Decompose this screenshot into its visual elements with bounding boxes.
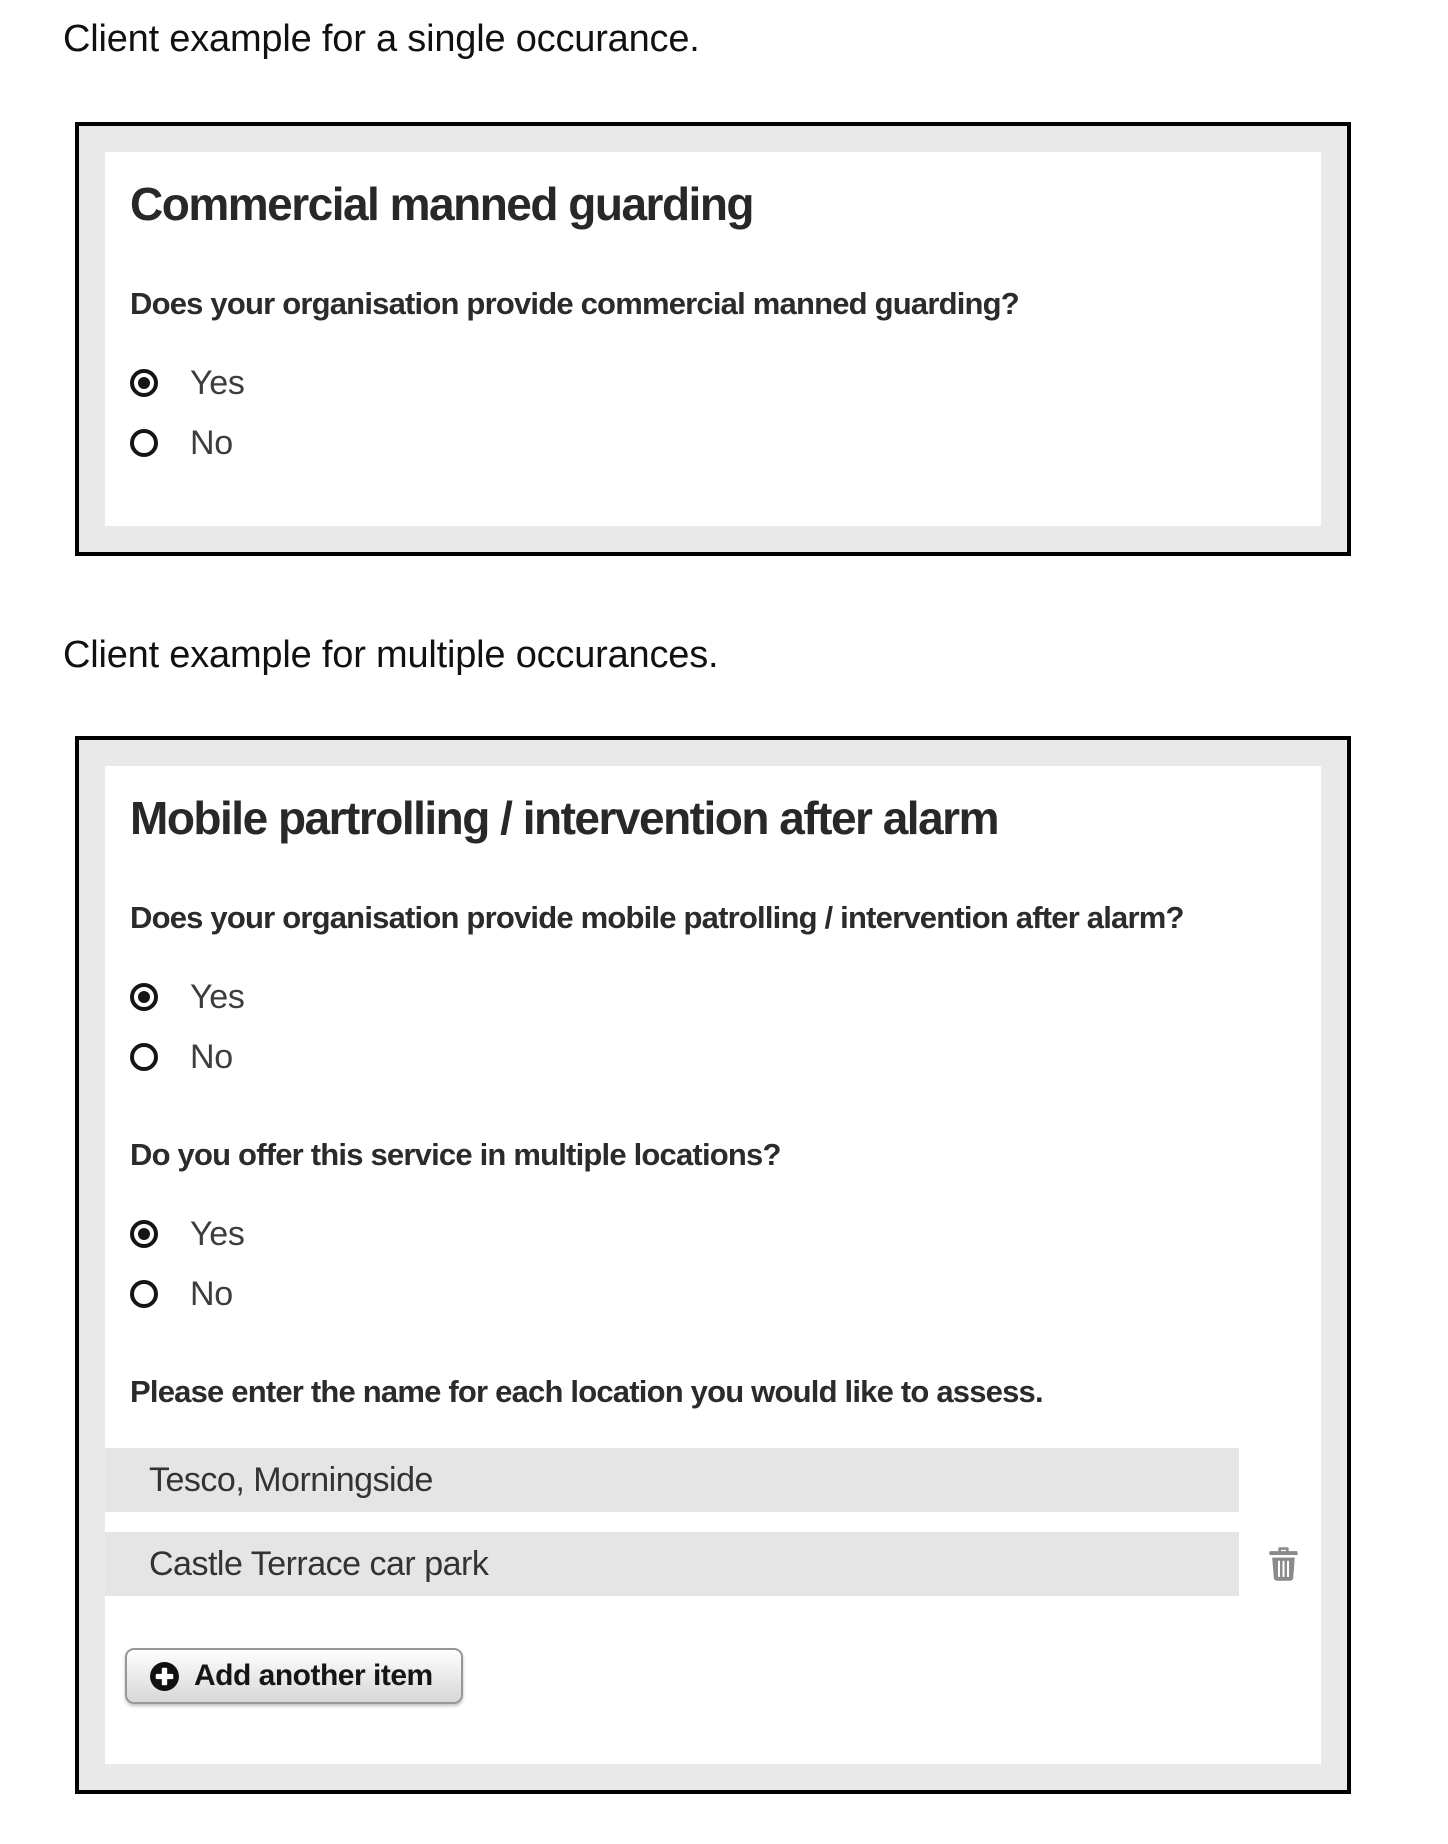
- multi-service-question: Does your organisation provide mobile patrolling / intervention after alarm?: [130, 900, 1184, 935]
- radio-label-yes[interactable]: Yes: [190, 977, 245, 1016]
- single-service-radio-group: [105, 358, 1321, 468]
- plus-circle-icon: [149, 1661, 180, 1692]
- single-service-question: Does your organisation provide commercial manned guarding?: [130, 286, 1019, 321]
- multiple-locations-question: Do you offer this service in multiple locations?: [130, 1137, 781, 1172]
- radio-button-no[interactable]: [130, 1043, 158, 1071]
- trash-icon: [1268, 1546, 1299, 1582]
- radio-button-no[interactable]: [130, 429, 158, 457]
- location-input-1[interactable]: [105, 1448, 1239, 1512]
- multi-service-option-no[interactable]: [130, 1032, 1296, 1082]
- location-input-row-1: [105, 1448, 1321, 1512]
- multiple-example-card: [105, 766, 1321, 1764]
- location-input-row-2: [105, 1532, 1321, 1596]
- multiple-example-title: Mobile partrolling / intervention after alarm: [130, 792, 998, 844]
- multi-service-radio-group: [105, 972, 1321, 1082]
- radio-button-yes-checked[interactable]: [130, 983, 158, 1011]
- single-service-option-yes[interactable]: [130, 358, 1296, 408]
- multiple-locations-option-no[interactable]: [130, 1269, 1296, 1319]
- multiple-locations-option-yes[interactable]: [130, 1209, 1296, 1259]
- caption-multiple-example: Client example for multiple occurances.: [63, 634, 719, 676]
- location-input-2[interactable]: [105, 1532, 1239, 1596]
- radio-label-yes[interactable]: Yes: [190, 363, 245, 402]
- single-example-card: [105, 152, 1321, 526]
- radio-button-no[interactable]: [130, 1280, 158, 1308]
- radio-label-no[interactable]: No: [190, 423, 233, 462]
- location-names-question: Please enter the name for each location you would like to assess.: [130, 1374, 1043, 1409]
- single-example-title: Commercial manned guarding: [130, 178, 754, 230]
- multiple-example-box: [75, 736, 1351, 1794]
- multiple-locations-radio-group: [105, 1209, 1321, 1319]
- single-service-option-no[interactable]: [130, 418, 1296, 468]
- radio-label-no[interactable]: No: [190, 1037, 233, 1076]
- caption-single-example: Client example for a single occurance.: [63, 18, 700, 60]
- add-another-item-button[interactable]: [125, 1648, 463, 1704]
- location-inputs-list: [105, 1448, 1321, 1596]
- delete-location-button[interactable]: [1261, 1540, 1305, 1588]
- radio-label-yes[interactable]: Yes: [190, 1214, 245, 1253]
- radio-button-yes-checked[interactable]: [130, 1220, 158, 1248]
- single-example-box: [75, 122, 1351, 556]
- radio-label-no[interactable]: No: [190, 1274, 233, 1313]
- radio-button-yes-checked[interactable]: [130, 369, 158, 397]
- multi-service-option-yes[interactable]: [130, 972, 1296, 1022]
- add-another-item-label: Add another item: [194, 1659, 433, 1692]
